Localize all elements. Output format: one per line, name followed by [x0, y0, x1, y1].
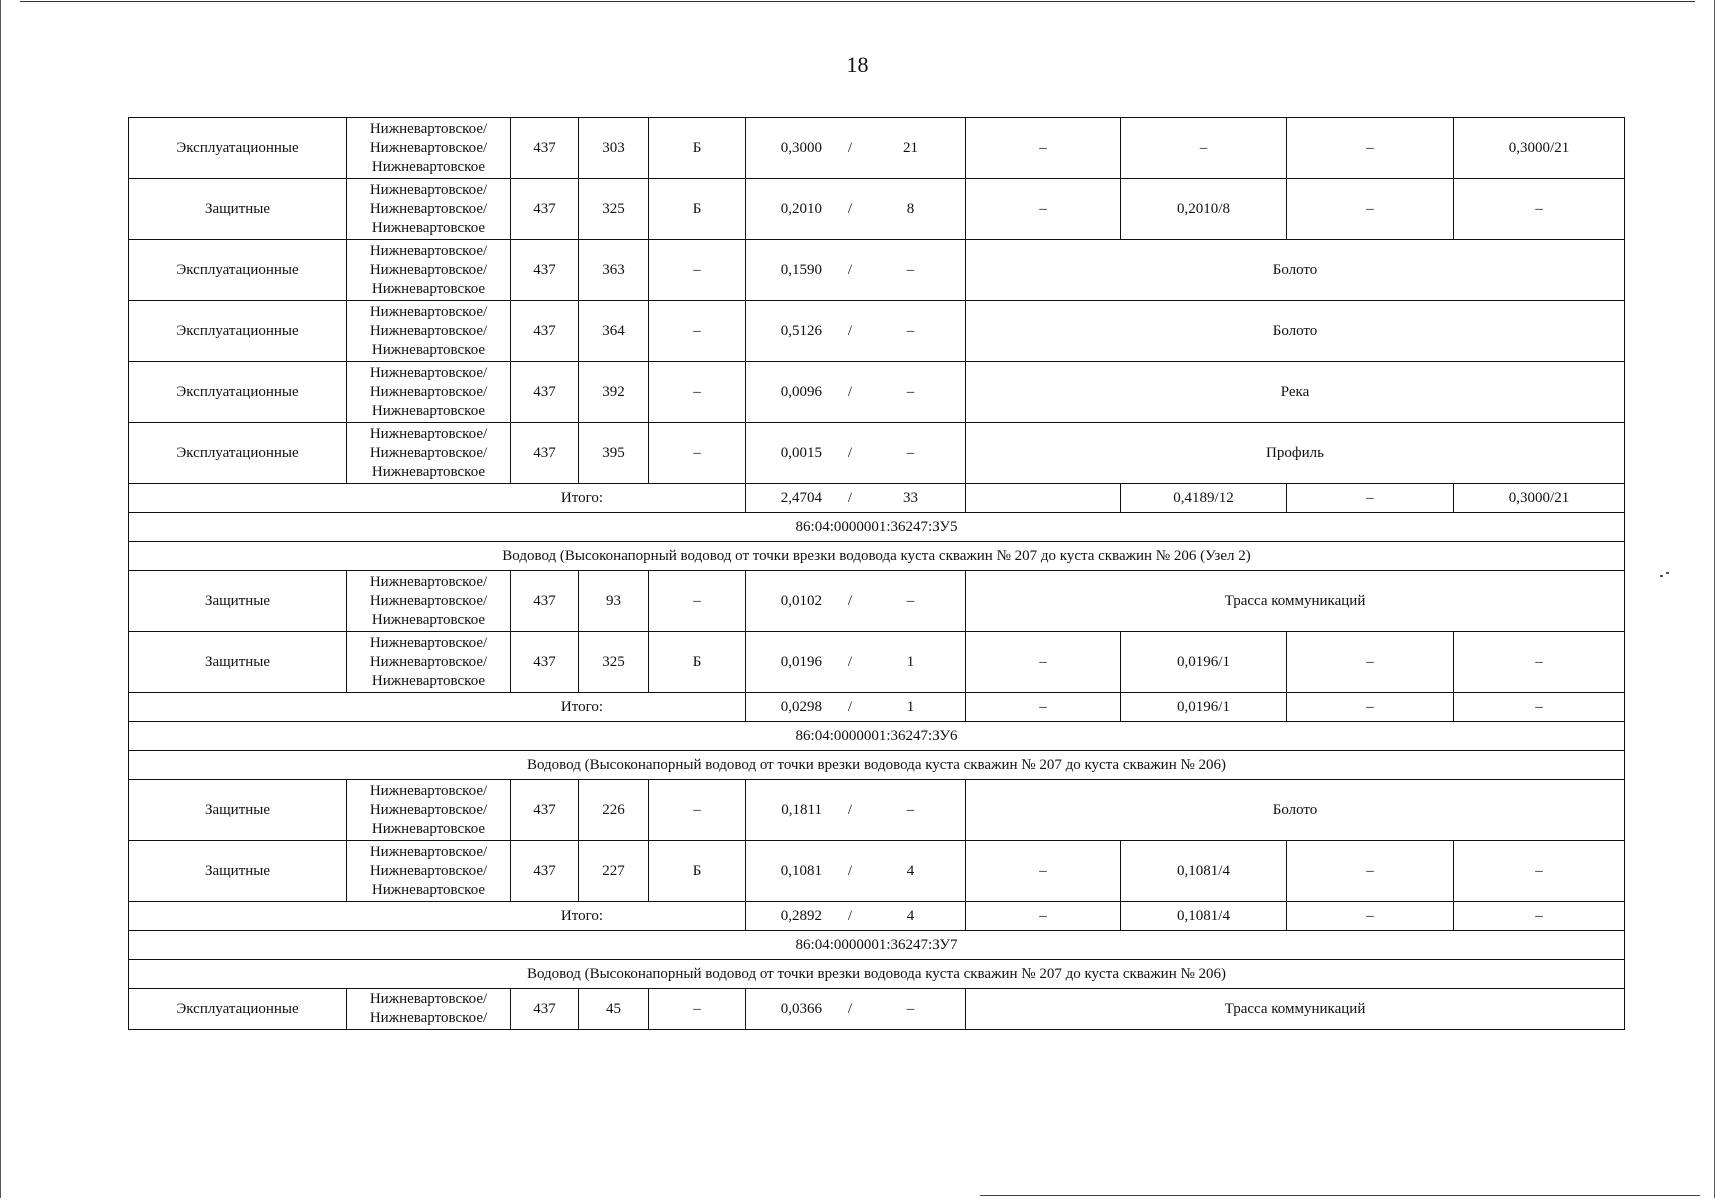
scan-speck — [1660, 575, 1663, 577]
forestry-cell: Нижневартовское/ Нижневартовское/ Нижневартовское — [347, 571, 511, 632]
table-row — [129, 301, 1625, 362]
total-label-cell: Итого: — [129, 902, 746, 931]
value-cell: – — [966, 693, 1121, 722]
value-cell: 0,4189/12 — [1121, 484, 1287, 513]
category-cell: Б — [649, 841, 746, 902]
page-number: 18 — [846, 52, 869, 77]
value-cell: – — [1287, 118, 1454, 179]
category-cell: Б — [649, 118, 746, 179]
quarter-cell: 437 — [511, 632, 579, 693]
forestry-cell: Нижневартовское/ Нижневартовское/ Нижневартовское — [347, 301, 511, 362]
value-cell: – — [966, 179, 1121, 240]
table-row — [129, 362, 1625, 423]
area-cell: 0,1811 / – — [746, 780, 966, 841]
area-cell: 0,0366 / – — [746, 989, 966, 1030]
table-row — [129, 118, 1625, 179]
scan-speck — [1666, 572, 1669, 574]
bottom-border-line — [980, 1195, 1700, 1196]
object-title-row — [129, 542, 1625, 571]
value-cell: – — [1454, 841, 1625, 902]
forest-type-cell: Эксплуатационные — [129, 989, 347, 1030]
section-cell: 364 — [579, 301, 649, 362]
forest-type-cell: Эксплуатационные — [129, 301, 347, 362]
section-cell: 226 — [579, 780, 649, 841]
quarter-cell: 437 — [511, 780, 579, 841]
category-cell: Б — [649, 179, 746, 240]
cadastral-number: 86:04:0000001:36247:ЗУ6 — [129, 722, 1625, 751]
section-cell: 45 — [579, 989, 649, 1030]
object-title-row — [129, 960, 1625, 989]
forest-type-cell: Эксплуатационные — [129, 362, 347, 423]
forestry-cell: Нижневартовское/ Нижневартовское/ — [347, 989, 511, 1030]
area-cell: 0,0096 / – — [746, 362, 966, 423]
forest-type-cell: Эксплуатационные — [129, 423, 347, 484]
quarter-cell: 437 — [511, 423, 579, 484]
area-cell: 0,3000 / 21 — [746, 118, 966, 179]
table-row — [129, 841, 1625, 902]
table-row — [129, 423, 1625, 484]
value-cell: – — [966, 902, 1121, 931]
table-row — [129, 240, 1625, 301]
land-note-cell: Река — [966, 362, 1625, 423]
category-cell: – — [649, 989, 746, 1030]
area-cell: 0,0015 / – — [746, 423, 966, 484]
cadastral-number-row — [129, 722, 1625, 751]
object-title: Водовод (Высоконапорный водовод от точки врезки водовода куста скважин № 207 до куста скважин № 206) — [129, 960, 1625, 989]
section-cell: 325 — [579, 179, 649, 240]
value-cell: – — [1121, 118, 1287, 179]
area-cell: 0,2010 / 8 — [746, 179, 966, 240]
section-cell: 325 — [579, 632, 649, 693]
area-cell: 0,5126 / – — [746, 301, 966, 362]
total-label-cell: Итого: — [129, 484, 746, 513]
area-cell: 0,2892 / 4 — [746, 902, 966, 931]
cadastral-number-row — [129, 931, 1625, 960]
forest-type-cell: Защитные — [129, 571, 347, 632]
value-cell: 0,0196/1 — [1121, 632, 1287, 693]
area-cell: 0,0196 / 1 — [746, 632, 966, 693]
forestry-cell: Нижневартовское/ Нижневартовское/ Нижневартовское — [347, 632, 511, 693]
category-cell: – — [649, 780, 746, 841]
total-row — [129, 693, 1625, 722]
value-cell: – — [1287, 179, 1454, 240]
quarter-cell: 437 — [511, 179, 579, 240]
quarter-cell: 437 — [511, 240, 579, 301]
section-cell: 395 — [579, 423, 649, 484]
cadastral-number: 86:04:0000001:36247:ЗУ7 — [129, 931, 1625, 960]
table-row — [129, 780, 1625, 841]
category-cell: Б — [649, 632, 746, 693]
category-cell: – — [649, 423, 746, 484]
value-cell: 0,0196/1 — [1121, 693, 1287, 722]
cadastral-number: 86:04:0000001:36247:ЗУ5 — [129, 513, 1625, 542]
value-cell: – — [1454, 632, 1625, 693]
forestry-cell: Нижневартовское/ Нижневартовское/ Нижневартовское — [347, 780, 511, 841]
area-cell: 0,1590 / – — [746, 240, 966, 301]
area-cell: 2,4704 / 33 — [746, 484, 966, 513]
forest-type-cell: Эксплуатационные — [129, 118, 347, 179]
area-cell: 0,1081 / 4 — [746, 841, 966, 902]
land-note-cell: Болото — [966, 301, 1625, 362]
forestry-cell: Нижневартовское/ Нижневартовское/ Нижневартовское — [347, 841, 511, 902]
forest-type-cell: Защитные — [129, 179, 347, 240]
land-note-cell: Болото — [966, 240, 1625, 301]
forestry-cell: Нижневартовское/ Нижневартовское/ Нижневартовское — [347, 240, 511, 301]
forest-type-cell: Эксплуатационные — [129, 240, 347, 301]
cadastral-number-row — [129, 513, 1625, 542]
value-cell: – — [1287, 841, 1454, 902]
value-cell: – — [1454, 693, 1625, 722]
land-note-cell: Трасса коммуникаций — [966, 571, 1625, 632]
category-cell: – — [649, 362, 746, 423]
category-cell: – — [649, 571, 746, 632]
area-cell: 0,0298 / 1 — [746, 693, 966, 722]
area-cell: 0,0102 / – — [746, 571, 966, 632]
forest-type-cell: Защитные — [129, 841, 347, 902]
total-row — [129, 484, 1625, 513]
table-row — [129, 989, 1625, 1030]
land-note-cell: Профиль — [966, 423, 1625, 484]
forestry-cell: Нижневартовское/ Нижневартовское/ Нижневартовское — [347, 423, 511, 484]
category-cell: – — [649, 301, 746, 362]
value-cell: – — [1287, 484, 1454, 513]
quarter-cell: 437 — [511, 989, 579, 1030]
quarter-cell: 437 — [511, 301, 579, 362]
value-cell: 0,3000/21 — [1454, 484, 1625, 513]
object-title-row — [129, 751, 1625, 780]
forestry-cell: Нижневартовское/ Нижневартовское/ Нижневартовское — [347, 179, 511, 240]
quarter-cell: 437 — [511, 571, 579, 632]
object-title: Водовод (Высоконапорный водовод от точки врезки водовода куста скважин № 207 до куста скважин № 206 (Узел 2) — [129, 542, 1625, 571]
forestry-cell: Нижневартовское/ Нижневартовское/ Нижневартовское — [347, 118, 511, 179]
value-cell: – — [1287, 902, 1454, 931]
section-cell: 303 — [579, 118, 649, 179]
land-plots-table — [128, 117, 1625, 1030]
land-note-cell: Трасса коммуникаций — [966, 989, 1625, 1030]
table-row — [129, 179, 1625, 240]
table-row — [129, 571, 1625, 632]
value-cell: – — [966, 118, 1121, 179]
forest-type-cell: Защитные — [129, 632, 347, 693]
section-cell: 363 — [579, 240, 649, 301]
value-cell: 0,2010/8 — [1121, 179, 1287, 240]
category-cell: – — [649, 240, 746, 301]
value-cell: – — [1287, 632, 1454, 693]
forestry-cell: Нижневартовское/ Нижневартовское/ Нижневартовское — [347, 362, 511, 423]
value-cell: 0,1081/4 — [1121, 902, 1287, 931]
value-cell: – — [1287, 693, 1454, 722]
value-cell: – — [1454, 179, 1625, 240]
quarter-cell: 437 — [511, 841, 579, 902]
section-cell: 93 — [579, 571, 649, 632]
value-cell: 0,1081/4 — [1121, 841, 1287, 902]
value-cell: – — [966, 841, 1121, 902]
land-note-cell: Болото — [966, 780, 1625, 841]
value-cell: – — [966, 632, 1121, 693]
total-label-cell: Итого: — [129, 693, 746, 722]
section-cell: 227 — [579, 841, 649, 902]
table-row — [129, 632, 1625, 693]
quarter-cell: 437 — [511, 362, 579, 423]
value-cell — [966, 484, 1121, 513]
total-row — [129, 902, 1625, 931]
top-border-line — [20, 1, 1695, 2]
value-cell: 0,3000/21 — [1454, 118, 1625, 179]
quarter-cell: 437 — [511, 118, 579, 179]
object-title: Водовод (Высоконапорный водовод от точки врезки водовода куста скважин № 207 до куста скважин № 206) — [129, 751, 1625, 780]
forest-type-cell: Защитные — [129, 780, 347, 841]
section-cell: 392 — [579, 362, 649, 423]
value-cell: – — [1454, 902, 1625, 931]
